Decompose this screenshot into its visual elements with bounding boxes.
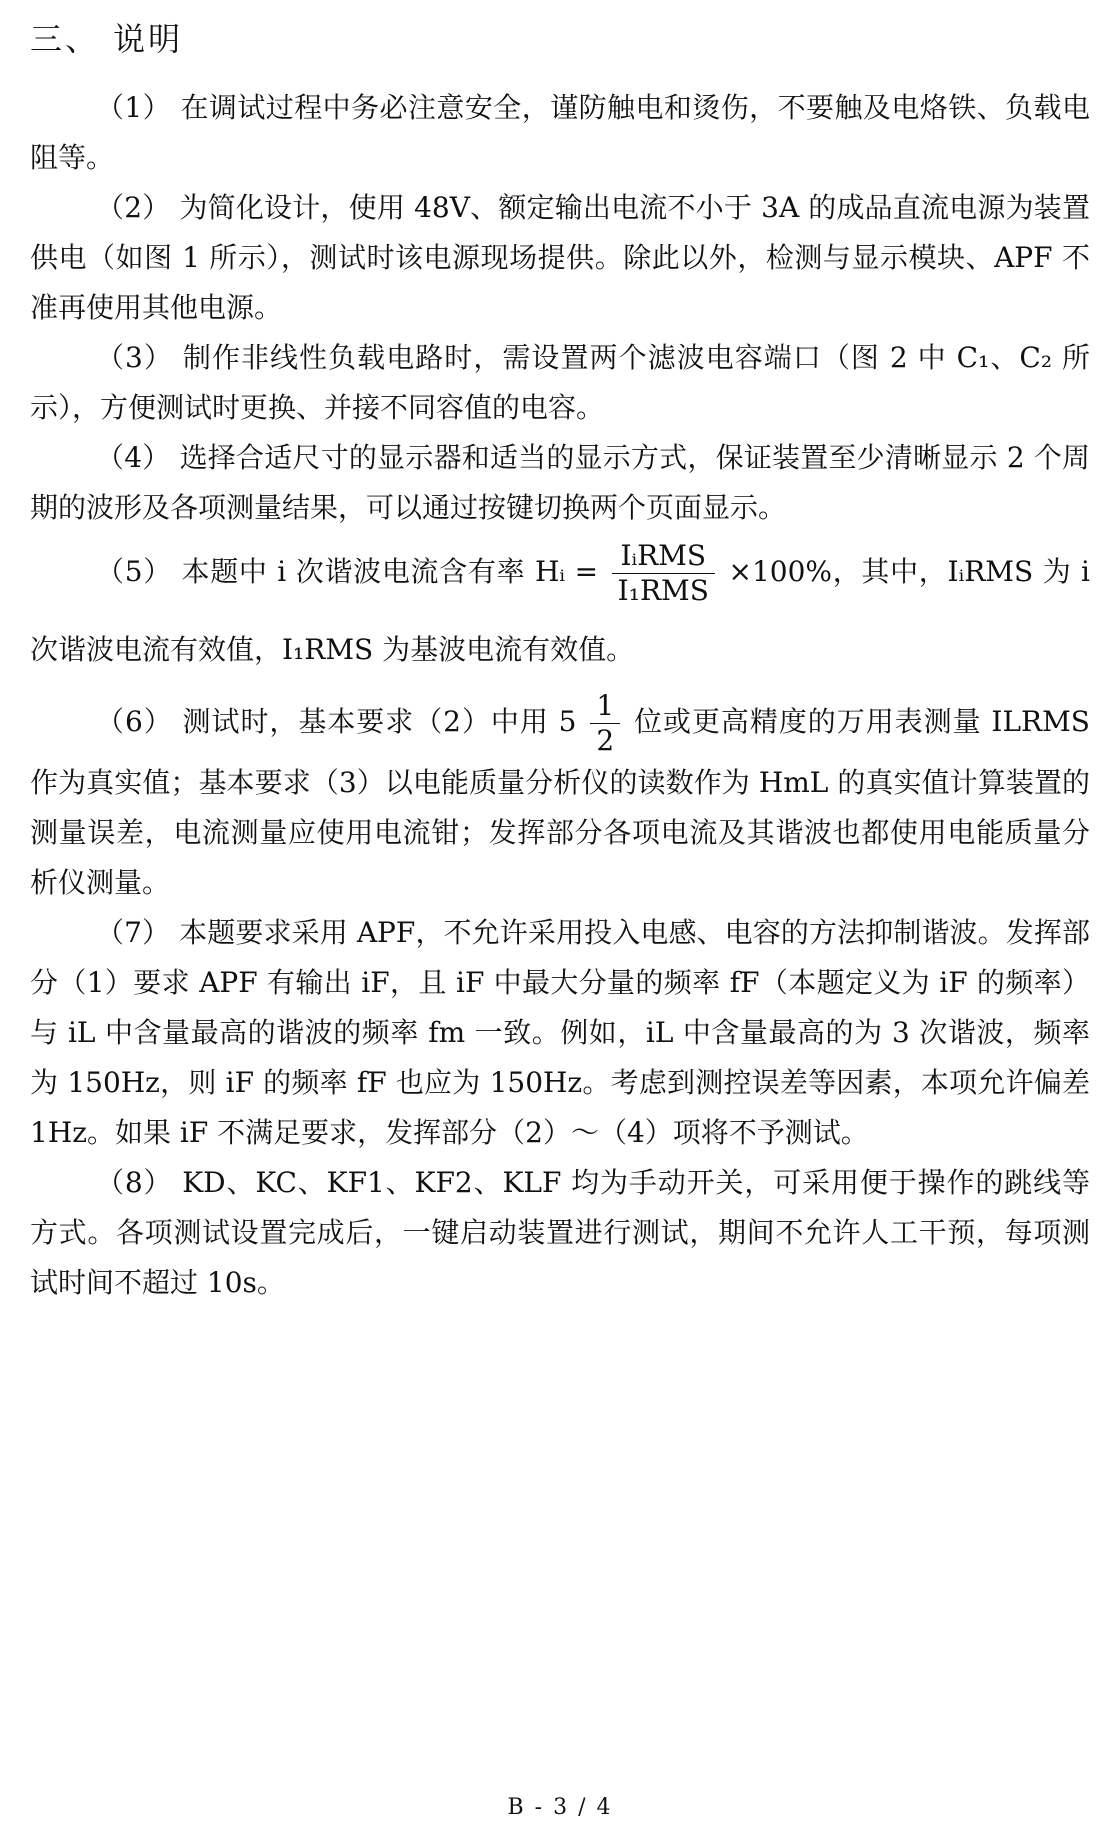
formula-denominator: I₁RMS [617, 574, 709, 607]
note-7: （7） 本题要求采用 APF，不允许采用投入电感、电容的方法抑制谐波。发挥部分（1）要求 APF 有输出 iF，且 iF 中最大分量的频率 fF（本题定义为 iF 的频率）与 iL 中含量最高的谐波的频率 fm 一致。例如，iL 中含量最高的为 3 次谐波，频率为 150Hz，则 iF 的频率 fF 也应为 150Hz。考虑到测控误差等因素，本项允许偏差 1Hz。如果 iF 不满足要求，发挥部分（2）～（4）项将不予测试。 [30, 916, 1090, 1149]
fraction-numerator: 1 [590, 689, 620, 724]
note-2: （2） 为简化设计，使用 48V、额定输出电流不小于 3A 的成品直流电源为装置供电（如图 1 所示），测试时该电源现场提供。除此以外，检测与显示模块、APF 不准再使用其他电源。 [30, 191, 1090, 324]
formula-numerator: IᵢRMS [612, 539, 715, 574]
page-number: B - 3 / 4 [507, 1795, 613, 1820]
note-8: （8） KD、KC、KF1、KF2、KLF 均为手动开关，可采用便于操作的跳线等方式。各项测试设置完成后，一键启动装置进行测试，期间不允许人工干预，每项测试时间不超过 10s。 [30, 1166, 1090, 1299]
notes-body [30, 83, 1090, 1308]
harmonic-ratio-formula [612, 539, 715, 608]
note-5-tail: ×100%，其中，IᵢRMS 为 i 次谐波电流有效值，I₁RMS 为基波电流有效值。 [30, 555, 1090, 666]
note-3: （3） 制作非线性负载电路时，需设置两个滤波电容端口（图 2 中 C₁、C₂ 所示），方便测试时更换、并接不同容值的电容。 [30, 341, 1090, 424]
section-heading: 三、 说明 [30, 20, 184, 58]
note-5 [30, 533, 1090, 689]
note-6-tail: 位或更高精度的万用表测量 ILRMS 作为真实值；基本要求（3）以电能质量分析仪的读数作为 HmL 的真实值计算装置的测量误差，电流测量应使用电流钳；发挥部分各项电流及其谐波也都使用电能质量分析仪测量。 [30, 705, 1090, 899]
digit-fraction [590, 689, 620, 758]
note-1: （1） 在调试过程中务必注意安全，谨防触电和烫伤，不要触及电烙铁、负载电阻等。 [30, 91, 1090, 174]
note-6-lead: （6） 测试时，基本要求（2）中用 5 [96, 705, 577, 738]
note-6 [30, 689, 1090, 908]
fraction-denominator: 2 [596, 724, 615, 757]
note-5-lead: （5） 本题中 i 次谐波电流含有率 Hᵢ = [96, 555, 599, 588]
note-4: （4） 选择合适尺寸的显示器和适当的显示方式，保证装置至少清晰显示 2 个周期的波形及各项测量结果，可以通过按键切换两个页面显示。 [30, 441, 1090, 524]
